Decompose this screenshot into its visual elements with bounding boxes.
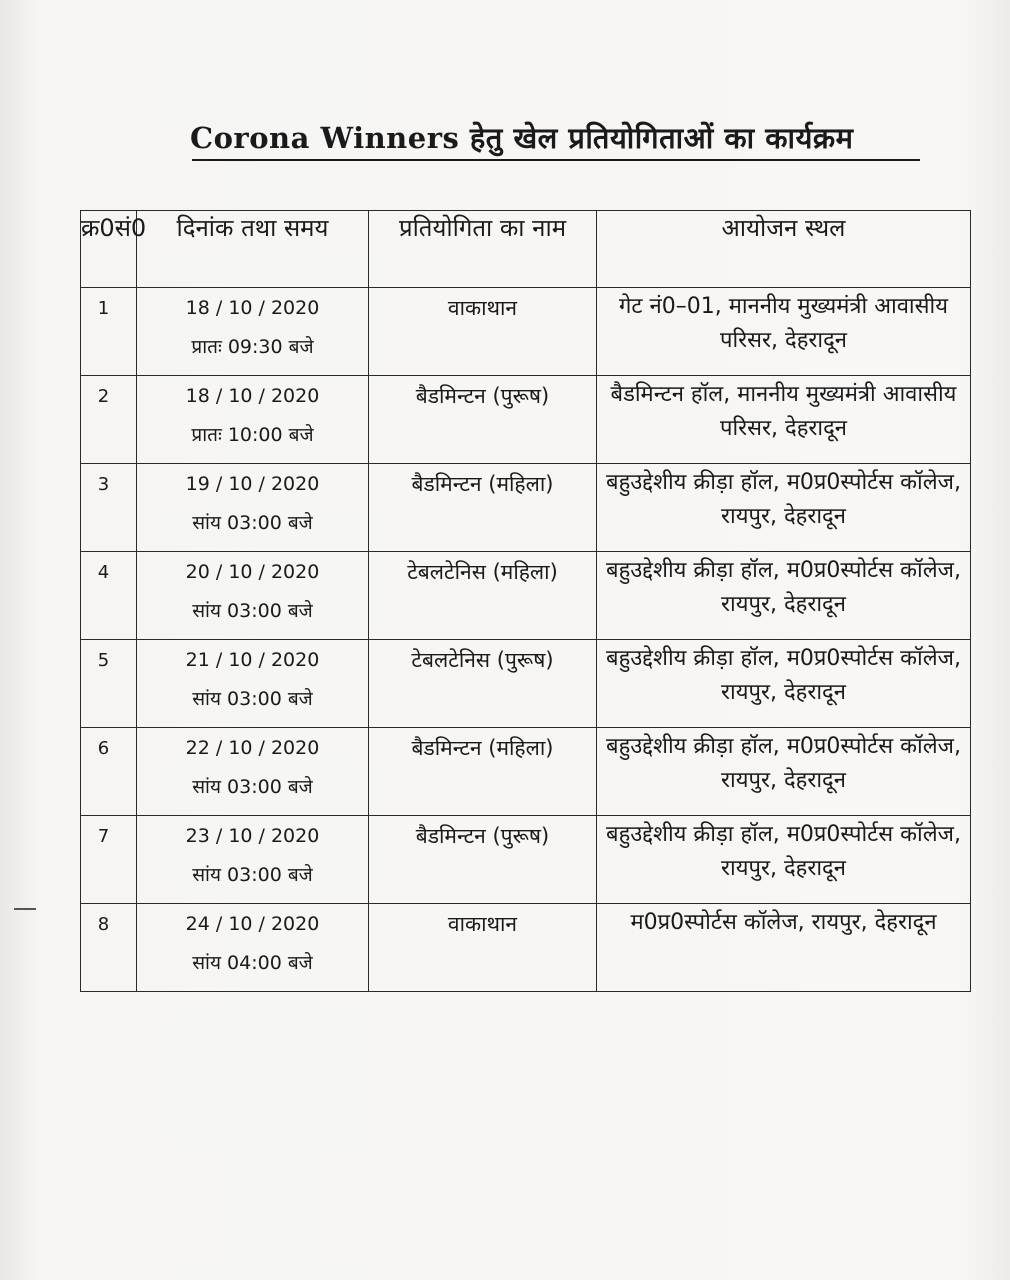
table-row <box>81 464 971 552</box>
schedule-table <box>80 210 971 992</box>
date: 19 / 10 / 2020 <box>185 473 320 495</box>
serial-cell <box>81 904 137 992</box>
event-name: टेबलटेनिस (महिला) <box>407 560 558 584</box>
date-time-cell <box>137 376 369 464</box>
table-row <box>81 728 971 816</box>
title-underline <box>192 159 920 161</box>
venue-cell <box>597 376 971 464</box>
serial-number: 8 <box>97 914 110 935</box>
time: प्रातः 09:30 बजे <box>191 336 314 358</box>
venue-cell <box>597 288 971 376</box>
margin-mark <box>14 908 36 910</box>
document-title: Corona Winners हेतु खेल प्रतियोगिताओं का कार्यक्रम <box>190 121 854 155</box>
venue-cell <box>597 552 971 640</box>
venue-cell <box>597 728 971 816</box>
date: 24 / 10 / 2020 <box>185 913 320 935</box>
date-time-cell <box>137 288 369 376</box>
venue: बहुउद्देशीय क्रीड़ा हॉल, म0प्र0स्पोर्टस कॉलेज, रायपुर, देहरादून <box>606 470 961 529</box>
date-time-cell <box>137 464 369 552</box>
serial-number: 5 <box>97 650 110 671</box>
event-name: वाकाथान <box>447 912 518 936</box>
time: सांय 03:00 बजे <box>192 512 313 534</box>
event-cell <box>369 288 597 376</box>
time: सांय 03:00 बजे <box>192 776 313 798</box>
table-row <box>81 904 971 992</box>
date-time-cell <box>137 816 369 904</box>
serial-number: 4 <box>97 562 110 583</box>
event-cell <box>369 904 597 992</box>
venue: गेट नं0–01, माननीय मुख्यमंत्री आवासीय परिसर, देहरादून <box>619 294 948 353</box>
event-cell <box>369 640 597 728</box>
event-name: टेबलटेनिस (पुरूष) <box>411 648 554 672</box>
event-cell <box>369 816 597 904</box>
time: सांय 03:00 बजे <box>192 688 313 710</box>
event-name: वाकाथान <box>447 296 518 320</box>
venue: बहुउद्देशीय क्रीड़ा हॉल, म0प्र0स्पोर्टस कॉलेज, रायपुर, देहरादून <box>606 822 961 881</box>
table-row <box>81 552 971 640</box>
venue-cell <box>597 904 971 992</box>
table-row <box>81 640 971 728</box>
venue: बहुउद्देशीय क्रीड़ा हॉल, म0प्र0स्पोर्टस कॉलेज, रायपुर, देहरादून <box>606 558 961 617</box>
time: सांय 04:00 बजे <box>192 952 313 974</box>
date: 23 / 10 / 2020 <box>185 825 320 847</box>
table-header-row <box>81 211 971 288</box>
event-cell <box>369 728 597 816</box>
venue: बहुउद्देशीय क्रीड़ा हॉल, म0प्र0स्पोर्टस कॉलेज, रायपुर, देहरादून <box>606 646 961 705</box>
event-name: बैडमिन्टन (महिला) <box>411 736 554 760</box>
header-event: प्रतियोगिता का नाम <box>369 211 597 288</box>
date-time-cell <box>137 640 369 728</box>
date-time-cell <box>137 904 369 992</box>
event-cell <box>369 464 597 552</box>
table-row <box>81 376 971 464</box>
serial-cell <box>81 288 137 376</box>
serial-cell <box>81 464 137 552</box>
header-serial: क्र0सं0 <box>81 211 137 288</box>
venue-cell <box>597 816 971 904</box>
date-time-cell <box>137 728 369 816</box>
event-cell <box>369 376 597 464</box>
header-date-time: दिनांक तथा समय <box>137 211 369 288</box>
time: प्रातः 10:00 बजे <box>191 424 314 446</box>
serial-cell <box>81 640 137 728</box>
serial-number: 3 <box>97 474 110 495</box>
event-cell <box>369 552 597 640</box>
serial-number: 6 <box>97 738 110 759</box>
date: 21 / 10 / 2020 <box>185 649 320 671</box>
venue-cell <box>597 640 971 728</box>
venue: बैडमिन्टन हॉल, माननीय मुख्यमंत्री आवासीय परिसर, देहरादून <box>610 382 957 441</box>
table-row <box>81 816 971 904</box>
date: 22 / 10 / 2020 <box>185 737 320 759</box>
header-venue: आयोजन स्थल <box>597 211 971 288</box>
venue: बहुउद्देशीय क्रीड़ा हॉल, म0प्र0स्पोर्टस कॉलेज, रायपुर, देहरादून <box>606 734 961 793</box>
serial-cell <box>81 376 137 464</box>
serial-number: 1 <box>97 298 110 319</box>
serial-cell <box>81 816 137 904</box>
event-name: बैडमिन्टन (पुरूष) <box>415 384 550 408</box>
serial-cell <box>81 728 137 816</box>
venue-cell <box>597 464 971 552</box>
date: 18 / 10 / 2020 <box>185 385 320 407</box>
date: 18 / 10 / 2020 <box>185 297 320 319</box>
serial-cell <box>81 552 137 640</box>
time: सांय 03:00 बजे <box>192 600 313 622</box>
date: 20 / 10 / 2020 <box>185 561 320 583</box>
date-time-cell <box>137 552 369 640</box>
venue: म0प्र0स्पोर्टस कॉलेज, रायपुर, देहरादून <box>630 910 937 935</box>
serial-number: 7 <box>97 826 110 847</box>
serial-number: 2 <box>97 386 110 407</box>
event-name: बैडमिन्टन (महिला) <box>411 472 554 496</box>
time: सांय 03:00 बजे <box>192 864 313 886</box>
event-name: बैडमिन्टन (पुरूष) <box>415 824 550 848</box>
table-row <box>81 288 971 376</box>
